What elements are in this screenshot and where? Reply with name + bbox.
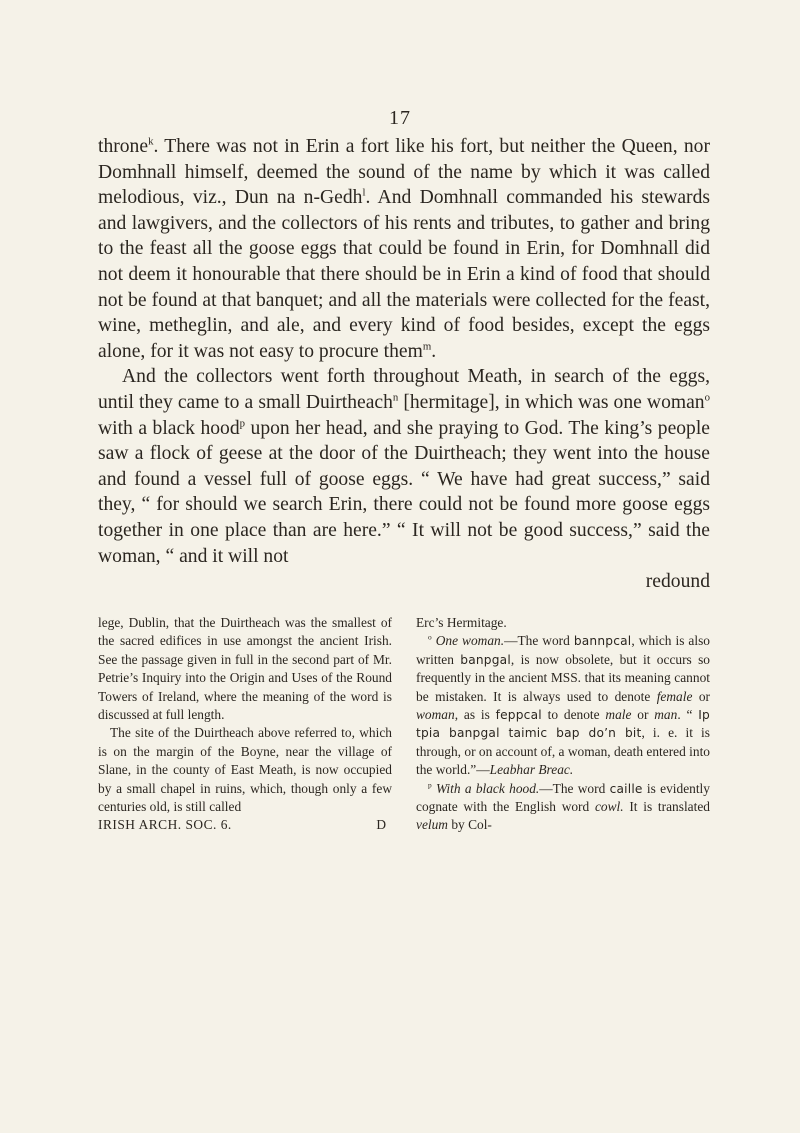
text-span: with a black hood [98, 417, 240, 439]
text-span: And the collectors went forth throughout Meath, in search of the eggs, until they came to a small Duirtheach [98, 366, 710, 413]
footnote-ref-n: n [392, 391, 399, 404]
footnote-o [416, 632, 710, 779]
italic-word: cowl. [594, 799, 624, 815]
footnote-title: With a black hood. [435, 780, 540, 796]
italic-word: velum [416, 817, 448, 833]
italic-word: woman [416, 707, 455, 723]
footnote-mark-o: o [428, 632, 432, 642]
footnote-ref-l: l [362, 186, 366, 199]
catchword: redound [645, 571, 710, 593]
italic-word: man [654, 707, 678, 723]
text-span: or [631, 707, 655, 723]
footnote-ref-m: m [422, 340, 432, 353]
signature-line [98, 816, 386, 834]
footnote-title: One woman. [435, 633, 505, 649]
footnote-p [416, 780, 710, 835]
text-span: . And Domhnall commanded his stewards and lawgivers, and the collectors of his rents and tributes, to gather and bring to the feast all the goose eggs that could be found in Erin, for Domhnall did not deem it honourable that there should be in Erin a kind of food that should not be found at that banquet; and all the materials were collected for the feast, wine, metheglin, and ale, and every kind of food besides, except the eggs alone, for it was not easy to procure them [98, 187, 710, 362]
text-span: —The word [504, 633, 574, 649]
italic-word: male [605, 707, 632, 723]
signature-letter: D [376, 817, 386, 833]
text-span: —The word [539, 780, 610, 796]
gaelic-word: banpgal [460, 652, 511, 667]
note-paragraph: The site of the Duirtheach above referred to, which is on the margin of the Boyne, near the village of Slane, in the county of East Meath, is now occupied by a small chapel in ruins, which, though only a few centuries old, is still called [98, 725, 392, 815]
text-span: , as is [454, 707, 496, 723]
text-span: throne [98, 136, 149, 157]
gaelic-quote: Ip tpia banpgal taimic bap do’n bit [416, 708, 710, 741]
footnote-mark-p: p [428, 780, 432, 790]
text-span: , i. e. it is through, or on account of, a woman, death entered into the world.”— [416, 725, 710, 778]
italic-word: female [656, 688, 693, 704]
footnotes-right-column [416, 614, 710, 835]
text-span: or [692, 688, 710, 704]
gaelic-word: feppcal [495, 708, 542, 723]
gaelic-word: bannpcal [573, 634, 632, 649]
page-number: 17 [389, 107, 411, 129]
text-span: upon her head, and she praying to God. The king’s people saw a flock of geese at the door of the Duirtheach; they went into the house and found a vessel full of goose eggs. “ We have had great success,” said they, “ for should we search Erin, there could not be found more goose eggs together in one place than are here.” “ It will not be good success,” said the woman, “ and it will not [98, 417, 710, 567]
footnote-ref-k: k [148, 135, 154, 148]
footnotes-left-column [98, 614, 392, 835]
paragraph-1 [98, 134, 710, 364]
text-span: It is translated [623, 799, 710, 815]
signature-mark: IRISH ARCH. SOC. 6. [98, 817, 232, 833]
footnote-ref-o: o [704, 391, 710, 404]
text-span: , is now obsolete, but it occurs so frequently in the ancient MSS. that its meaning cannot be mistaken. It is always used to denote [416, 651, 710, 704]
gaelic-word: caille [609, 781, 643, 796]
text-span: . [431, 340, 437, 362]
text-span: [hermitage], in which was one woman [398, 391, 705, 413]
text-span: by Col- [447, 817, 492, 833]
main-text [98, 134, 710, 595]
paragraph-2 [98, 364, 710, 569]
note-continuation: lege, Dublin, that the Duirtheach was the smallest of the sacred edifices in use amongst the ancient Irish. See the passage given in full in the second part of Mr. Petrie’s Inquiry into the Origin and Uses of the Round Towers of Ireland, where the meaning of the word is discussed at full length. [98, 615, 392, 723]
text-span: . “ [677, 707, 699, 723]
note-continuation: Erc’s Hermitage. [416, 615, 507, 630]
text-span: . There was not in Erin a fort like his fort, but neither the Queen, nor Domhnall himself, deemed the sound of the name by which it was called melodious, viz., Dun na n-Gedh [98, 136, 710, 209]
footnote-ref-p: p [239, 417, 246, 429]
footnotes [98, 614, 710, 835]
text-span: to denote [541, 707, 606, 723]
text-span: is evidently cognate with the English word [416, 780, 710, 815]
source-title: Leabhar Breac. [489, 762, 574, 778]
text-span: , which is also written [416, 633, 710, 667]
